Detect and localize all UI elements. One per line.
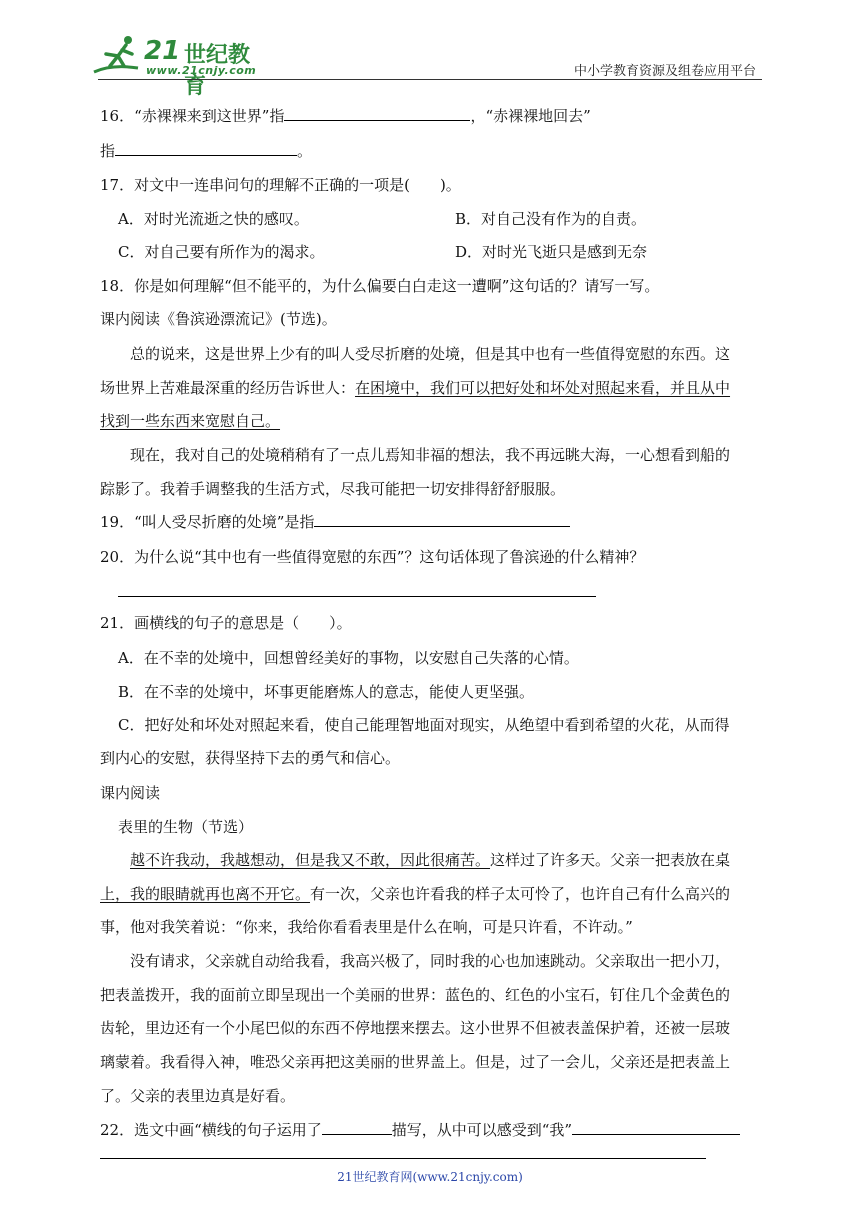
underlined-sentence-1: 在困境中，我们可以把好处和坏处对照起来看，并且从中 xyxy=(355,379,731,397)
passage-1-p1-line2 xyxy=(100,378,730,398)
passage-2-text: 有一次，父亲也许看我的样子太可怜了，也许自己有什么高兴的 xyxy=(310,885,731,903)
q22-text-2: 描写，从中可以感受到“我” xyxy=(391,1121,573,1139)
passage-2-p1-line2 xyxy=(100,884,730,904)
passage-1-p2-line1: 现在，我对自己的处境稍稍有了一点儿焉知非福的想法，我不再远眺大海，一心想看到船的 xyxy=(130,446,731,464)
logo-number: 21 xyxy=(144,36,181,66)
question-21-stem: 21．画横线的句子的意思是（ ）。 xyxy=(100,614,352,632)
q22-answer-blank-1[interactable] xyxy=(322,1120,392,1135)
passage-1-p1-line3 xyxy=(100,411,280,431)
underlined-sentence-3: 上，我的眼睛就再也离不开它。 xyxy=(100,885,311,903)
site-logo[interactable] xyxy=(92,34,262,99)
passage-1-text: 场世界上苦难最深重的经历告诉世人： xyxy=(100,379,356,397)
passage-2-p2-line3: 齿轮，里边还有一个小尾巴似的东西不停地摆来摆去。这小世界不但被表盖保护着，还被一层玻 xyxy=(100,1019,731,1037)
passage-2-p1-line3: 事，他对我笑着说：“你来，我给你看看表里是什么在响，可是只许看，不许动。” xyxy=(100,918,633,936)
page-header xyxy=(0,0,860,99)
runner-logo-icon xyxy=(92,34,152,78)
passage-2-p2-line2: 把表盖拨开，我的面前立即呈现出一个美丽的世界：蓝色的、红色的小宝石，钉住几个金黄色的 xyxy=(100,986,731,1004)
q21-option-c[interactable]: C．把好处和坏处对照起来看，使自己能理智地面对现实，从绝望中看到希望的火花，从而得 xyxy=(118,716,730,734)
passage-1-p2-line2: 踪影了。我着手调整我的生活方式，尽我可能把一切安排得舒舒服服。 xyxy=(100,480,566,498)
logo-text: 世纪教育 xyxy=(184,43,251,99)
question-18-stem: 18．你是如何理解“但不能平的，为什么偏要白白走这一遭啊”这句话的？请写一写。 xyxy=(100,277,660,295)
header-divider xyxy=(98,79,762,80)
page-footer[interactable]: 21世纪教育网(www.21cnjy.com) xyxy=(337,1170,523,1184)
q19-answer-blank[interactable] xyxy=(314,512,570,527)
q21-option-b[interactable]: B．在不幸的处境中，坏事更能磨炼人的意志，能使人更坚强。 xyxy=(118,683,535,701)
q16-text-3: 指 xyxy=(100,142,116,160)
question-16-line2 xyxy=(100,141,312,161)
passage-2-p1-line1 xyxy=(130,850,730,870)
q21-option-a[interactable]: A．在不幸的处境中，回想曾经美好的事物，以安慰自己失落的心情。 xyxy=(118,649,579,667)
underlined-sentence-1-end: 找到一些东西来宽慰自己。 xyxy=(100,412,281,430)
q19-text: 19．“叫人受尽折磨的处境”是指 xyxy=(100,513,315,531)
q17-option-c[interactable]: C．对自己要有所作为的渴求。 xyxy=(118,243,325,261)
passage-1-p1-line1: 总的说来，这是世界上少有的叫人受尽折磨的处境，但是其中也有一些值得宽慰的东西。这 xyxy=(130,345,731,363)
passage-2-text: 这样过了许多天。父亲一把表放在桌 xyxy=(490,851,731,869)
q17-option-b[interactable]: B．对自己没有作为的自责。 xyxy=(455,210,647,228)
platform-title: 中小学教育资源及组卷应用平台 xyxy=(573,64,756,79)
passage-1-heading: 课内阅读《鲁滨逊漂流记》(节选)。 xyxy=(100,310,337,328)
q20-answer-line[interactable] xyxy=(118,596,596,597)
underlined-sentence-2: 越不许我动，我越想动，但是我又不敢，因此很痛苦。 xyxy=(130,851,491,869)
passage-2-title: 表里的生物（节选） xyxy=(118,818,254,836)
passage-2-p2-line1: 没有请求，父亲就自动给我看，我高兴极了，同时我的心也加速跳动。父亲取出一把小刀， xyxy=(130,952,731,970)
question-16-line1 xyxy=(100,106,591,126)
q16-answer-blank-1[interactable] xyxy=(284,106,470,121)
question-17-stem: 17．对文中一连串问句的理解不正确的一项是( )。 xyxy=(100,176,461,194)
q17-option-d[interactable]: D．对时光飞逝只是感到无奈 xyxy=(455,243,648,261)
question-19-line xyxy=(100,512,570,532)
q17-option-a[interactable]: A．对时光流逝之快的感叹。 xyxy=(118,210,309,228)
q16-text-2: ，“赤裸裸地回去” xyxy=(470,107,591,125)
q21-option-c-cont: 到内心的安慰，获得坚持下去的勇气和信心。 xyxy=(100,749,401,767)
q22-answer-line[interactable] xyxy=(100,1158,706,1159)
q16-answer-blank-2[interactable] xyxy=(115,141,297,156)
question-22-line xyxy=(100,1120,740,1140)
q22-answer-blank-2[interactable] xyxy=(572,1120,740,1135)
passage-2-p2-line5: 了。父亲的表里边真是好看。 xyxy=(100,1087,296,1105)
passage-2-p2-line4: 璃蒙着。我看得入神，唯恐父亲再把这美丽的世界盖上。但是，过了一会儿，父亲还是把表盖上 xyxy=(100,1053,731,1071)
q22-text-1: 22．选文中画“横线的句子运用了 xyxy=(100,1121,322,1139)
logo-url: www.21cnjy.com xyxy=(146,64,257,77)
q16-text-4: 。 xyxy=(297,142,313,160)
q16-text-1: 16．“赤裸裸来到这世界”指 xyxy=(100,107,285,125)
passage-2-heading: 课内阅读 xyxy=(100,784,161,802)
question-20-stem: 20．为什么说“其中也有一些值得宽慰的东西”？这句话体现了鲁滨逊的什么精神？ xyxy=(100,548,645,566)
